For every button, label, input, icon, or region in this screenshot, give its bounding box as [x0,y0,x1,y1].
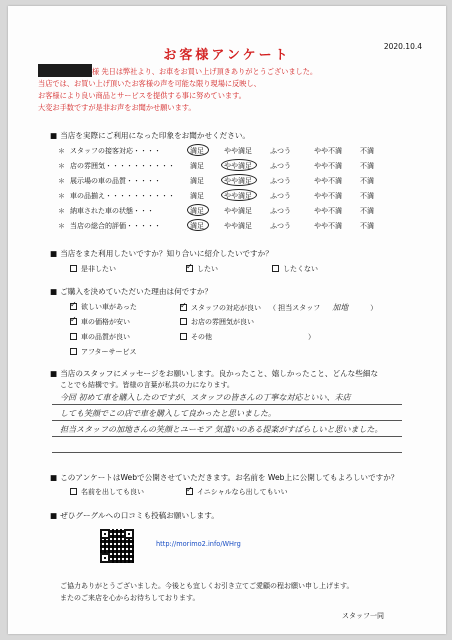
reason-option-other[interactable]: その他 ） [180,332,315,342]
reuse-option-yes[interactable]: 是非したい [70,264,116,274]
redacted-name [38,64,92,77]
rating-option[interactable]: 満足 [190,147,204,155]
rating-bullet: ＊ [58,147,65,155]
checkbox[interactable] [272,265,279,272]
selection-circle [221,159,257,171]
intro-line-4: 大変お手数ですが是非お声をお聞かせ願います。 [38,103,196,112]
rating-bullet: ＊ [58,192,65,200]
rating-option[interactable]: やや不満 [314,177,342,185]
survey-sheet [8,6,446,634]
rating-option[interactable]: 満足 [190,177,204,185]
rating-option[interactable]: やや不満 [314,162,342,170]
rating-bullet: ＊ [58,222,65,230]
rating-bullet: ＊ [58,177,65,185]
rating-option[interactable]: ふつう [270,192,291,200]
publish-option-name[interactable]: 名前を出しても良い [70,487,144,497]
question-message: ■ 当店のスタッフにメッセージをお願いします。良かったこと、嬉しかったこと、どんな些細な [50,368,378,379]
intro-line-3: お客様により良い商品とサービスを提供する事に努めています。 [38,91,246,100]
rating-option[interactable]: 不満 [360,147,374,155]
selection-circle [221,189,257,201]
rating-bullet: ＊ [58,162,65,170]
rating-option[interactable]: 不満 [360,207,374,215]
rating-option[interactable]: 満足 [190,162,204,170]
rating-option[interactable]: やや満足 [224,177,252,185]
selection-circle [187,219,209,231]
rating-option[interactable]: 不満 [360,192,374,200]
rating-row-label: 展示場の車の品質・・・・・ [70,177,161,185]
reason-option-quality[interactable]: 車の品質が良い [70,332,130,342]
reason-option-price[interactable]: ✓車の価格が安い [70,317,130,327]
checkbox[interactable] [70,265,77,272]
review-link[interactable]: http://morimo2.info/WHrg [156,540,241,548]
qr-code[interactable] [100,529,134,563]
question-impression: ■ 当店を実際にご利用になった印象をお聞かせください。 [50,130,250,141]
selection-circle [221,174,257,186]
rating-option[interactable]: やや満足 [224,222,252,230]
rating-option[interactable]: 満足 [190,207,204,215]
comment-line-1: 今回 初めて車を購入したのですが、スタッフの皆さんの丁寧な対応といい、未店 [60,393,351,402]
rating-option[interactable]: 不満 [360,162,374,170]
rating-option[interactable]: やや不満 [314,222,342,230]
rating-option[interactable]: やや不満 [314,147,342,155]
rating-bullet: ＊ [58,207,65,215]
rating-row-label: スタッフの接客対応・・・・ [70,147,161,155]
rating-option[interactable]: ふつう [270,177,291,185]
rating-option[interactable]: やや不満 [314,192,342,200]
question-reason: ■ ご購入を決めていただいた理由は何ですか？ [50,286,212,297]
intro-line-2: 当店では、お買い上げ頂いたお客様の声を可能な限り現場に反映し、 [38,79,261,88]
reuse-option-want[interactable]: ✓ したい [186,264,218,274]
rating-option[interactable]: ふつう [270,207,291,215]
rating-option[interactable]: やや満足 [224,207,252,215]
staff-name-handwritten: 加地 [332,303,349,312]
signature: スタッフ一同 [342,612,384,620]
question-publish: ■ このアンケートはWebで公開させていただきます。お名前を Web上に公開してもよろしいですか？ [50,472,398,483]
survey-date: 2020.10.4 [383,42,422,51]
publish-option-initial[interactable]: ✓ イニシャルなら出してもいい [186,487,288,497]
rating-option[interactable]: やや満足 [224,162,252,170]
selection-circle [187,144,209,156]
rating-row-label: 納車された車の状態・・・ [70,207,154,215]
reason-option-aftersales[interactable]: アフターサービス [70,347,137,357]
reason-option-car[interactable]: ✓欲しい車があった [70,302,137,312]
comment-line-3: 担当スタッフの加地さんの笑顔とユーモア 気遣いのある提案がすばらしいと思いました。 [60,425,383,434]
rating-option[interactable]: 不満 [360,177,374,185]
survey-title: お客様アンケート [163,48,291,63]
rating-row-label: 店の雰囲気・・・・・・・・・・ [70,162,175,170]
rating-option[interactable]: 満足 [190,222,204,230]
thanks-line-2: またのご来店を心からお待ちしております。 [60,594,200,602]
question-message-cont: ことでも結構です。皆様の言葉が私共の力になります。 [60,381,234,389]
rating-row-label: 当店の総合的評価・・・・・ [70,222,161,230]
rating-option[interactable]: 不満 [360,222,374,230]
checkbox-checked[interactable] [186,265,193,272]
rating-option[interactable]: ふつう [270,147,291,155]
comment-line-2: しても笑顔でこの店で車を購入して良かったと思いました。 [60,409,276,418]
intro-line-1: 様 先日は弊社より、お車をお買い上げ頂きありがとうございました。 [92,67,318,76]
question-google: ■ ぜひグーグルへの口コミも投稿お願いします。 [50,510,219,521]
rating-option[interactable]: やや不満 [314,207,342,215]
rating-option[interactable]: ふつう [270,162,291,170]
rating-option[interactable]: 満足 [190,192,204,200]
rating-row-label: 車の品揃え・・・・・・・・・・ [70,192,175,200]
thanks-line-1: ご協力ありがとうございました。今後とも宜しくお引き立てご愛顧の程お願い申し上げます。 [60,582,354,590]
reason-option-atmosphere[interactable]: お店の雰囲気が良い [180,317,254,327]
reason-option-staff[interactable]: ✓スタッフの対応が良い （ 担当スタッフ 加地 ） [180,302,377,313]
rating-option[interactable]: ふつう [270,222,291,230]
question-reuse: ■ 当店をまた利用したいですか？知り合いに紹介したいですか？ [50,248,273,259]
rating-option[interactable]: やや満足 [224,192,252,200]
reuse-option-no[interactable]: したくない [272,264,318,274]
selection-circle [187,204,209,216]
rating-option[interactable]: やや満足 [224,147,252,155]
